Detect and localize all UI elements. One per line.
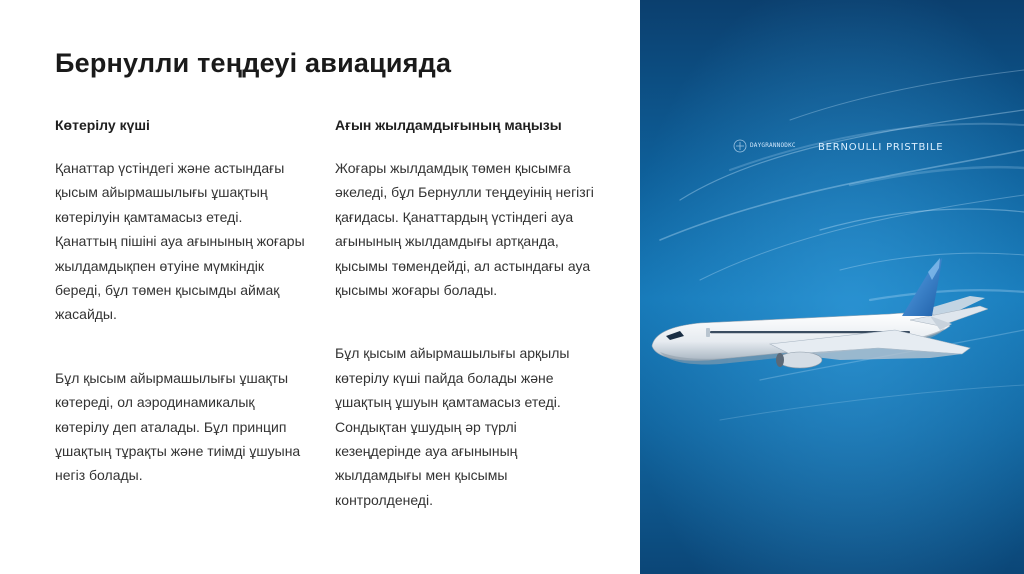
column-paragraph: Бұл қысым айырмашылығы ұшақты көтереді, ол аэродинамикалық көтерілу деп аталады. Бұл принцип ұшақтың тұрақты және тиімді ұшуына негіз болады. — [55, 369, 301, 484]
column-flow-speed — [335, 116, 595, 512]
column-heading: Көтерілу күші — [55, 117, 150, 133]
column-lift-force — [55, 116, 305, 488]
column-paragraph: Қанаттар үстіндегі және астындағы қысым айырмашылығы ұшақтың көтерілуін қамтамасыз етеді. Қанаттың пішіні ауа ағынының жоғары жылдамдықпен өтуіне мүмкіндік береді, бұл төмен қысымды аймақ жасайды. — [55, 160, 305, 323]
column-heading: Ағын жылдамдығының маңызы — [335, 117, 562, 133]
airplane-illustration — [640, 0, 1024, 574]
banner-text: BERNOULLI PRISTBILE — [818, 142, 944, 153]
column-paragraph: Бұл қысым айырмашылығы арқылы көтерілу күші пайда болады және ұшақтың ұшуын қамтамасыз етеді. Сондықтан ұшудың әр түрлі кезеңдерінде ауа ағынының жылдамдығы мен қысымы контролденеді. — [335, 345, 570, 508]
banner-small-text: DAYGRANNODKC — [750, 142, 796, 149]
column-paragraph: Жоғары жылдамдық төмен қысымға әкеледі, бұл Бернулли теңдеуінің негізгі қағидасы. Қанаттардың үстіндегі ауа ағынының жылдамдығы артқанда, қысымы төмендейді, ал астындағы ауа қысымы жоғары болады. — [335, 160, 594, 299]
airplane-image — [640, 0, 1024, 574]
slide-title: Бернулли теңдеуі авиацияда — [55, 48, 452, 78]
